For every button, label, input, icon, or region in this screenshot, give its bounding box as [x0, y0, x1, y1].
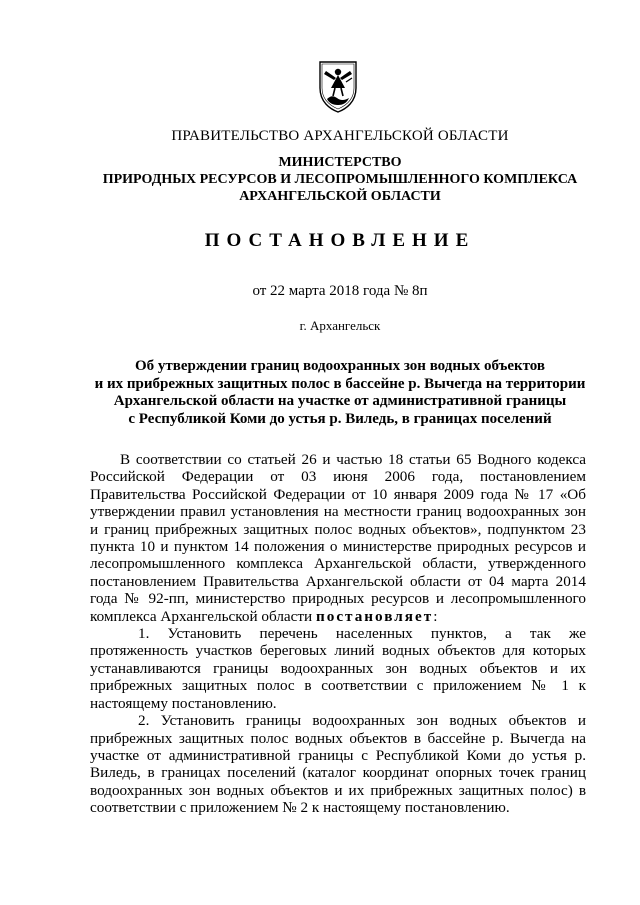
government-name: ПРАВИТЕЛЬСТВО АРХАНГЕЛЬСКОЙ ОБЛАСТИ	[171, 128, 509, 144]
ministry-line: МИНИСТЕРСТВО	[278, 155, 402, 170]
decree-word: постановляет	[315, 607, 434, 625]
subject-line: Об утверждении границ водоохранных зон водных объектов	[134, 358, 546, 374]
document-date-number: от 22 марта 2018 года № 8п	[252, 283, 428, 299]
subject-line: и их прибрежных защитных полос в бассейне р. Вычегда на территории	[94, 375, 586, 392]
preamble-paragraph: В соответствии со статьей 26 и частью 18 статьи 65 Водного кодекса Российской Федерации от 03 июня 2006 года, постановлением Правительства Российской Федерации от 10 января 2009 года № 17 «Об утверждении правил установления на местности границ водоохранных зон и границ прибрежных защитных полос водных объектов», подпунктом 23 пункта 10 и пунктом 14 положения о министерстве природных ресурсов и лесопромышленного комплекса Архангельской области, утвержденного постановлением Правительства Архангельской области от 04 марта 2014 года № 92-пп, министерство природных ресурсов и лесопромышленного комплекса Архангельской области постановляет:	[90, 451, 586, 625]
item-2-paragraph: 2. Установить границы водоохранных зон водных объектов и прибрежных защитных полос водных объектов в бассейне р. Вычегда на участке от административной границы с Республикой Коми до устья р. Виледь, в границах поселений (каталог координат опорных точек границ водоохранных зон водных объектов и их прибрежных защитных полос) в соответствии с приложением № 2 к настоящему постановлению.	[90, 712, 586, 817]
preamble-text: В соответствии со статьей 26 и частью 18 статьи 65 Водного кодекса Российской Федерации от 03 июня 2006 года, постановлением Правительства Российской Федерации от 10 января 2009 года № 17 «Об утверждении правил установления на местности границ водоохранных зон и границ прибрежных защитных полос водных объектов», подпунктом 23 пункта 10 и пунктом 14 положения о министерстве природных ресурсов и лесопромышленного комплекса Архангельской области, утвержденного постановлением Правительства Архангельской области от 04 марта 2014 года № 92-пп, министерство природных ресурсов и лесопромышленного комплекса Архангельской области	[90, 451, 586, 625]
item-1-paragraph: 1. Установить перечень населенных пунктов, а так же протяженность участков береговых линий водных объектов для которых устанавливаются границы водоохранных зон водных объектов и их прибрежных защитных полос в соответствии с приложением № 1 к настоящему постановлению.	[90, 625, 586, 712]
subject-line: с Республикой Коми до устья р. Виледь, в границах поселений	[128, 410, 552, 427]
ministry-line: АРХАНГЕЛЬСКОЙ ОБЛАСТИ	[239, 189, 441, 204]
document-subject	[0, 358, 640, 428]
document-body	[90, 451, 586, 817]
ministry-name	[0, 154, 640, 205]
subject-line: Архангельской области на участке от административной границы	[113, 393, 567, 409]
document-title: ПОСТАНОВЛЕНИЕ	[204, 230, 476, 251]
document-city: г. Архангельск	[299, 318, 381, 333]
ministry-line: ПРИРОДНЫХ РЕСУРСОВ И ЛЕСОПРОМЫШЛЕННОГО КОМПЛЕКСА	[102, 172, 578, 187]
arkhangelsk-coat-of-arms-icon	[316, 58, 360, 114]
